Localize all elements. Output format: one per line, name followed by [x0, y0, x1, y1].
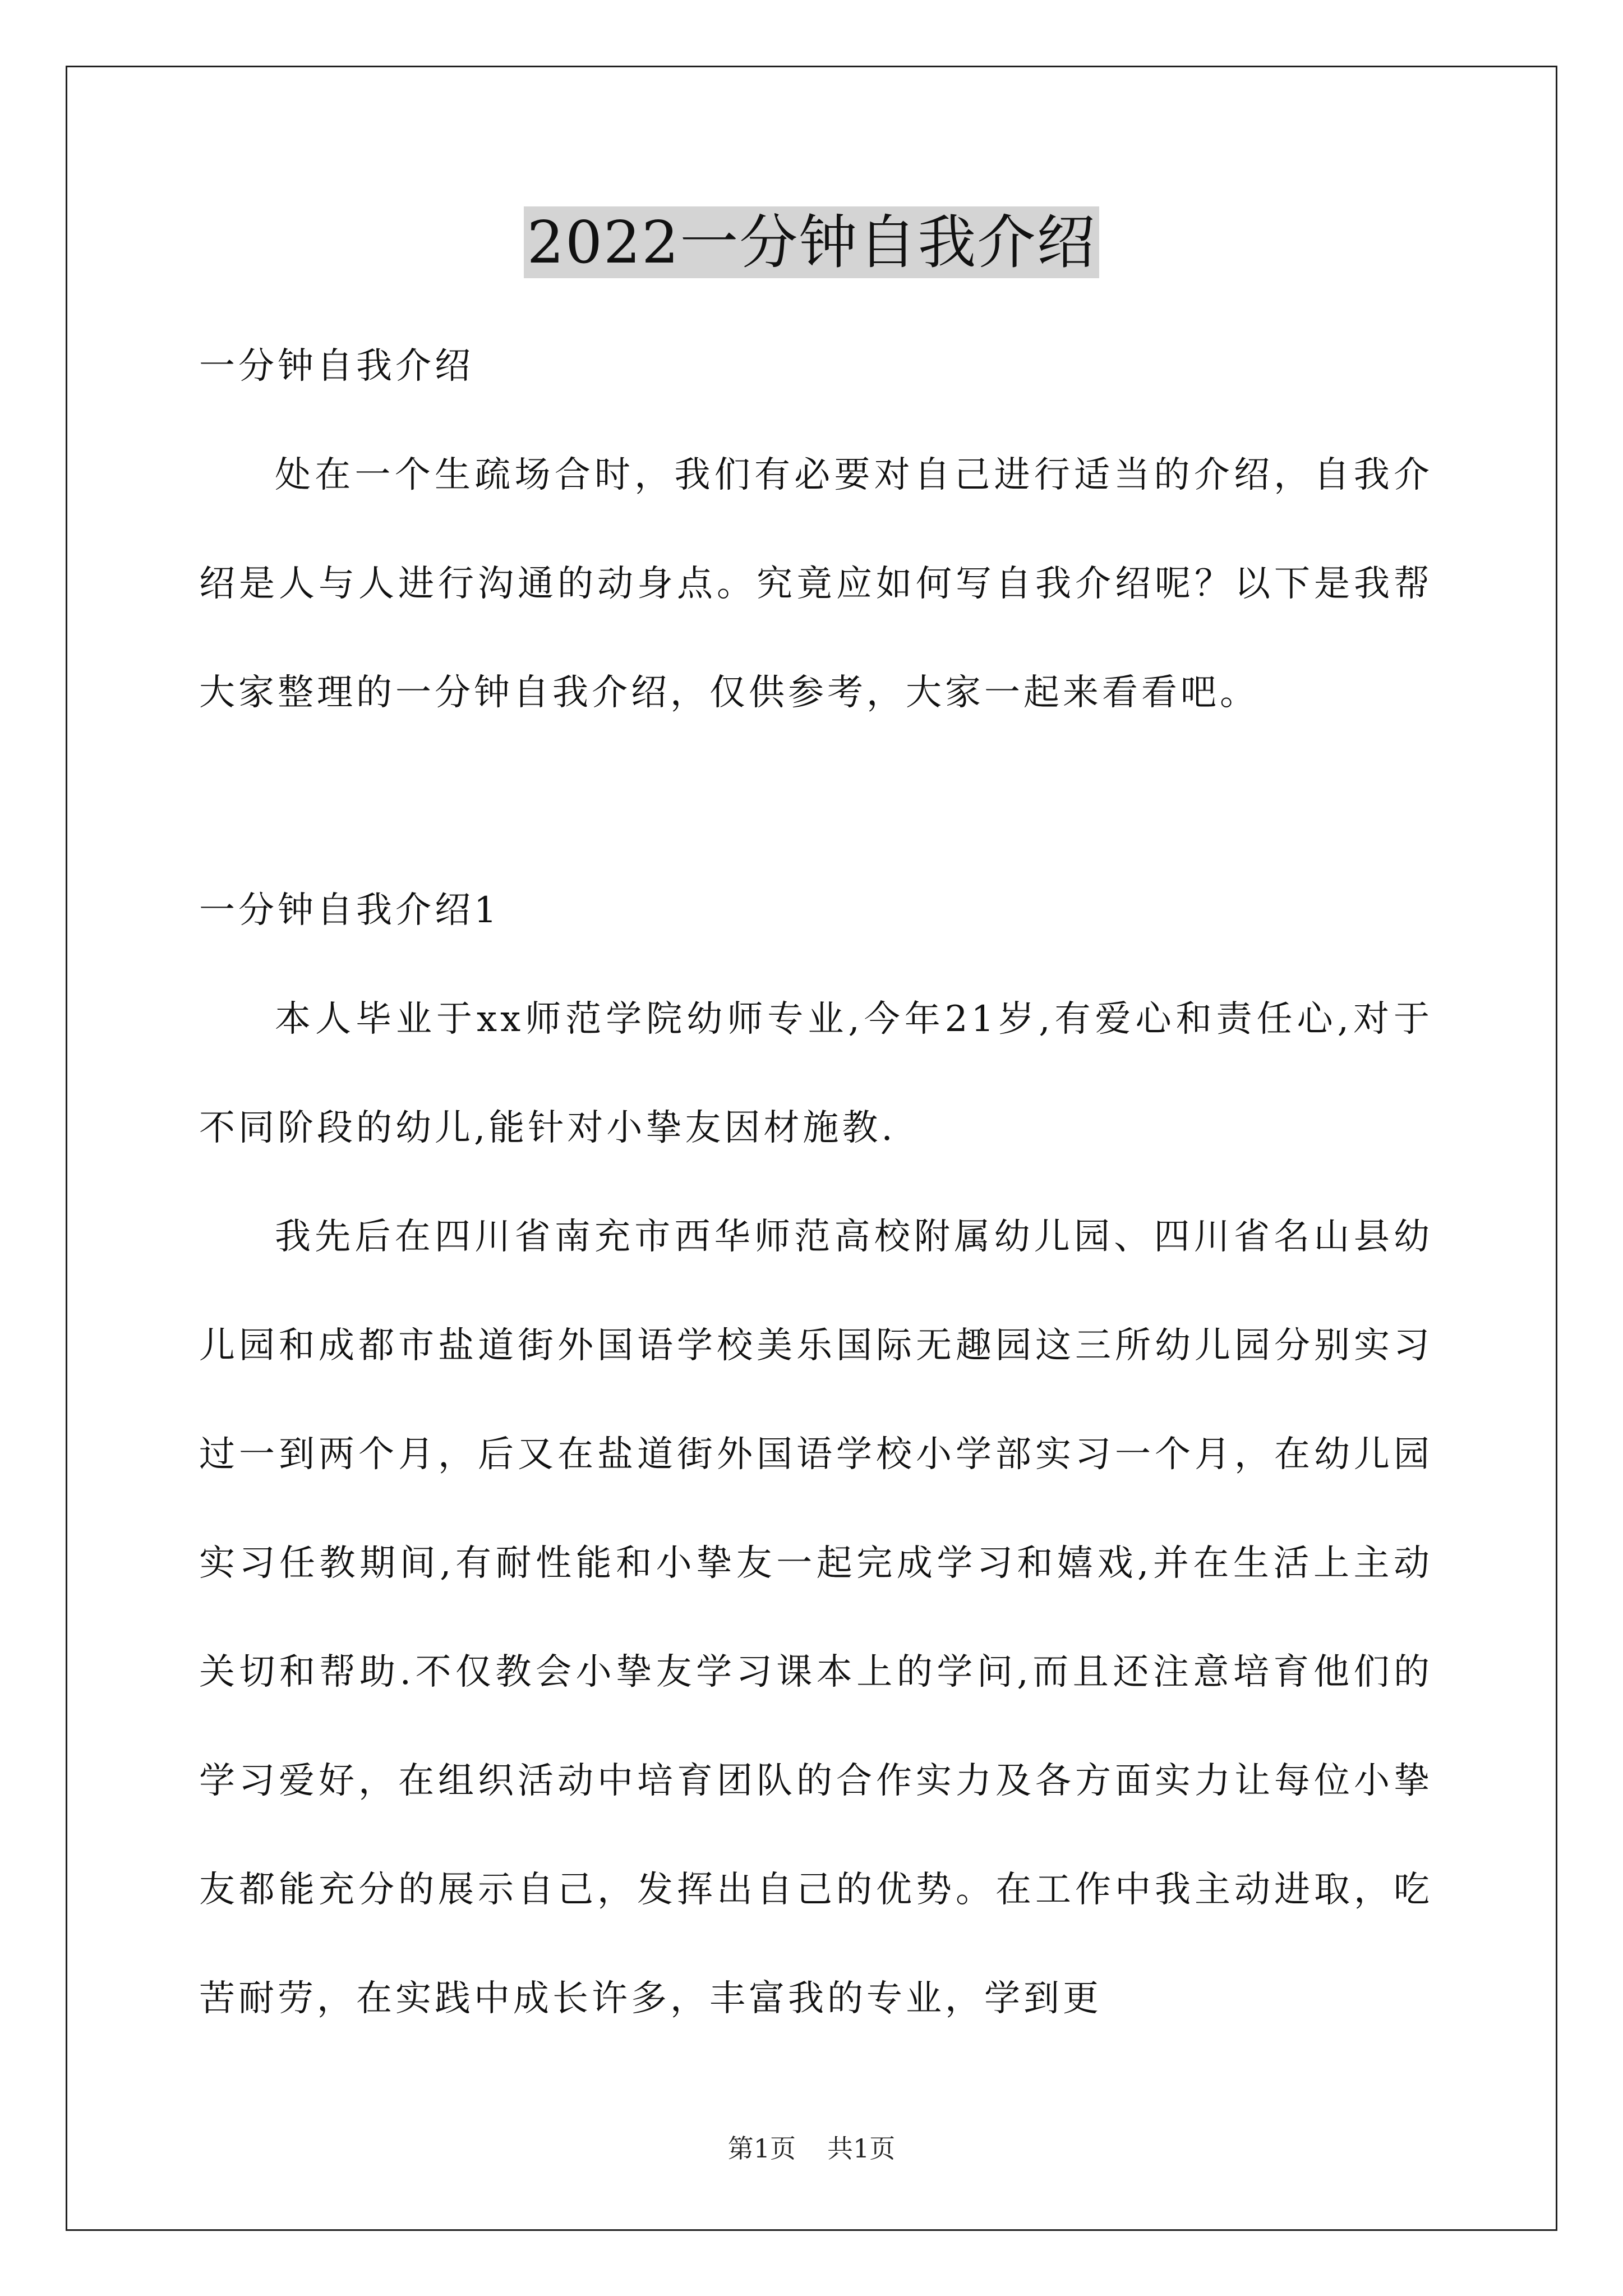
section-gap	[199, 747, 1433, 856]
paragraph: 本人毕业于xx师范学院幼师专业,今年21岁,有爱心和责任心,对于不同阶段的幼儿,能针对小挚友因材施教.	[199, 999, 1433, 1149]
page-number: 第1页	[727, 2133, 796, 2164]
paragraph: 处在一个生疏场合时，我们有必要对自己进行适当的介绍，自我介绍是人与人进行沟通的动身点。究竟应如何写自我介绍呢？以下是我帮大家整理的一分钟自我介绍，仅供参考，大家一起来看看吧。	[199, 454, 1433, 714]
paragraph: 我先后在四川省南充市西华师范高校附属幼儿园、四川省名山县幼儿园和成都市盐道街外国语学校美乐国际无趣园这三所幼儿园分别实习过一到两个月，后又在盐道街外国语学校小学部实习一个月，在幼儿园实习任教期间,有耐性能和小挚友一起完成学习和嬉戏,并在生活上主动关切和帮助.不仅教会小挚友学习课本上的学问,而且还注意培育他们的学习爱好，在组织活动中培育团队的合作实力及各方面实力让每位小挚友都能充分的展示自己，发挥出自己的优势。在工作中我主动进取，吃苦耐劳，在实践中成长许多，丰富我的专业，学到更	[199, 1216, 1433, 2019]
page-total: 共1页	[827, 2133, 896, 2164]
title-container	[0, 206, 1623, 278]
section-heading: 一分钟自我介绍	[199, 346, 474, 387]
page-footer	[0, 2132, 1623, 2165]
document-body	[199, 312, 1433, 2053]
document-title: 2022一分钟自我介绍	[524, 206, 1100, 278]
section-heading: 一分钟自我介绍1	[199, 890, 500, 931]
